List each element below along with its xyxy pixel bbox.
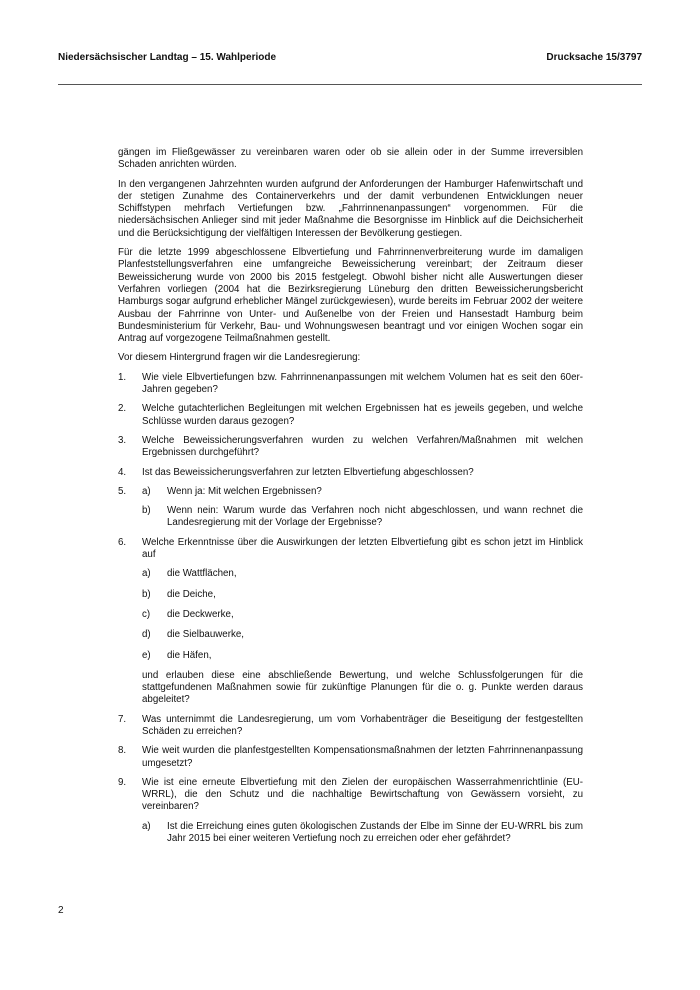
question-1: [118, 372, 583, 397]
question-text: Wie viele Elbvertiefungen bzw. Fahrrinnenanpassungen mit welchem Volumen hat es seit den 60er-Jahren gegeben?: [142, 371, 583, 396]
question-number: 5.: [118, 485, 127, 497]
question-text: Welche gutachterlichen Begleitungen mit welchen Ergebnissen hat es jeweils gegeben, und welche Schlüsse wurden daraus gezogen?: [142, 403, 583, 427]
question-5: [118, 486, 583, 530]
sub-question-text: Wenn ja: Mit welchen Ergebnissen?: [167, 485, 322, 497]
question-7: [118, 714, 583, 739]
sub-item-label: b): [142, 588, 151, 600]
paragraph-intro-questions: Vor diesem Hintergrund fragen wir die Landesregierung:: [118, 352, 361, 364]
sub-item-text: die Deiche,: [167, 588, 216, 600]
question-6-conclusion: und erlauben diese eine abschließende Bewertung, und welche Schlussfolgerungen für die stattgefundenen Maßnahmen sowie für zukünftige Planungen für die o. g. Punkte werden daraus abgeleitet?: [142, 669, 583, 706]
sub-question-list: [142, 568, 583, 661]
question-text: Wie ist eine erneute Elbvertiefung mit den Zielen der europäischen Wasserrahmenrichtlinie (EU-WRRL), die den Schutz und die nachhaltige Bewirtschaftung von Gewässern vorsieht, zu vereinbaren?: [142, 776, 583, 813]
question-number: 6.: [118, 536, 127, 548]
sub-question-list: [142, 821, 583, 846]
sub-item-label: c): [142, 608, 151, 620]
sub-item-a: [142, 568, 583, 580]
question-number: 9.: [118, 776, 127, 788]
question-list: [118, 372, 583, 846]
sub-item-e: [142, 650, 583, 662]
sub-item-text: die Wattflächen,: [167, 568, 237, 580]
sub-item-label: d): [142, 629, 151, 641]
question-text: Was unternimmt die Landesregierung, um vom Vorhabenträger die Beseitigung der festgestellten Schäden zu erreichen?: [142, 713, 583, 737]
paragraph-evidence: Für die letzte 1999 abgeschlossene Elbvertiefung und Fahrrinnenverbreiterung wurde im damaligen Planfeststellungsverfahren eine umfangreiche Beweissicherung vereinbart; der Zeitraum dieser Beweissicherung wurde von 2000 bis 2015 festgelegt. Obwohl bisher nicht alle Auswertungen dieser Verfahren vorliegen (2004 hat die Bezirksregierung Lüneburg den dritten Beweissicherungsbericht Hamburgs sogar aufgrund erheblicher Mängel zurückgewiesen), wurde bereits im Februar 2002 der weitere Ausbau der Fahrrinne von Unter- und Außenelbe von der Freien und Hansestadt Hamburg beim Bundesministerium für Verkehr, Bau- und Wohnungswesen beantragt und vor einigen Wochen sogar ein Antrag auf vorgezogene Teilmaßnahmen gestellt.: [118, 247, 583, 345]
sub-question-text: Ist die Erreichung eines guten ökologischen Zustands der Elbe im Sinne der EU-WRRL bis zum Jahr 2015 bei einer weiteren Vertiefung noch zu erreichen oder eher gefährdet?: [167, 820, 583, 845]
sub-item-label: a): [142, 568, 151, 580]
document-number: Drucksache 15/3797: [546, 52, 642, 63]
question-text: Welche Erkenntnisse über die Auswirkungen der letzten Elbvertiefung gibt es schon jetzt im Hinblick auf: [142, 536, 583, 561]
sub-question-label: a): [142, 820, 151, 832]
question-number: 3.: [118, 434, 127, 446]
sub-item-text: die Häfen,: [167, 649, 212, 661]
question-number: 1.: [118, 371, 127, 383]
question-number: 4.: [118, 466, 127, 478]
sub-item-text: die Sielbauwerke,: [167, 629, 244, 641]
question-8: [118, 745, 583, 770]
document-body: [118, 147, 583, 852]
sub-item-d: [142, 629, 583, 641]
question-6: [118, 537, 583, 707]
question-text: Welche Beweissicherungsverfahren wurden zu welchen Verfahren/Maßnahmen mit welchen Ergebnissen durchgeführt?: [142, 434, 583, 459]
question-text: Ist das Beweissicherungsverfahren zur letzten Elbvertiefung abgeschlossen?: [142, 466, 474, 478]
page-number: 2: [58, 905, 64, 916]
sub-item-b: [142, 589, 583, 601]
question-number: 8.: [118, 745, 127, 757]
paragraph-background: In den vergangenen Jahrzehnten wurden aufgrund der Anforderungen der Hamburger Hafenwirtschaft und der stetigen Zunahme des Containerverkehrs und der damit verbundenen Entwicklungen neuer Schiffstypen mehrfach Vertiefungen bzw. „Fahrrinnenanpassungen“ vorgenommen. Für die niedersächsischen Anlieger sind mit jeder Maßnahme die Besorgnisse im Hinblick auf die Deichsicherheit und die Berücksichtigung der vielfältigen Interessen der Bevölkerung gestiegen.: [118, 178, 583, 239]
question-number: 2.: [118, 403, 127, 415]
sub-question-list: [142, 486, 583, 530]
sub-question-label: b): [142, 505, 151, 517]
sub-question-label: a): [142, 485, 151, 497]
question-number: 7.: [118, 713, 127, 725]
header-divider: [58, 84, 642, 85]
sub-question-a: [142, 486, 583, 498]
sub-item-c: [142, 609, 583, 621]
question-2: [118, 403, 583, 428]
sub-question-a: [142, 821, 583, 846]
sub-question-b: [142, 505, 583, 530]
question-4: [118, 467, 583, 479]
parliament-title: Niedersächsischer Landtag – 15. Wahlperiode: [58, 52, 277, 63]
question-9: [118, 777, 583, 845]
paragraph-continuation: gängen im Fließgewässer zu vereinbaren waren oder ob sie allein oder in der Summe irreversiblen Schaden anrichten würden.: [118, 147, 583, 171]
page-header: [58, 52, 642, 68]
question-text: Wie weit wurden die planfestgestellten Kompensationsmaßnahmen der letzten Fahrrinnenanpassung umgesetzt?: [142, 745, 583, 769]
sub-item-text: die Deckwerke,: [167, 608, 234, 620]
sub-item-label: e): [142, 649, 151, 661]
question-3: [118, 435, 583, 460]
sub-question-text: Wenn nein: Warum wurde das Verfahren noch nicht abgeschlossen, und wann rechnet die Landesregierung mit der Vorlage der Ergebnisse?: [167, 505, 583, 529]
